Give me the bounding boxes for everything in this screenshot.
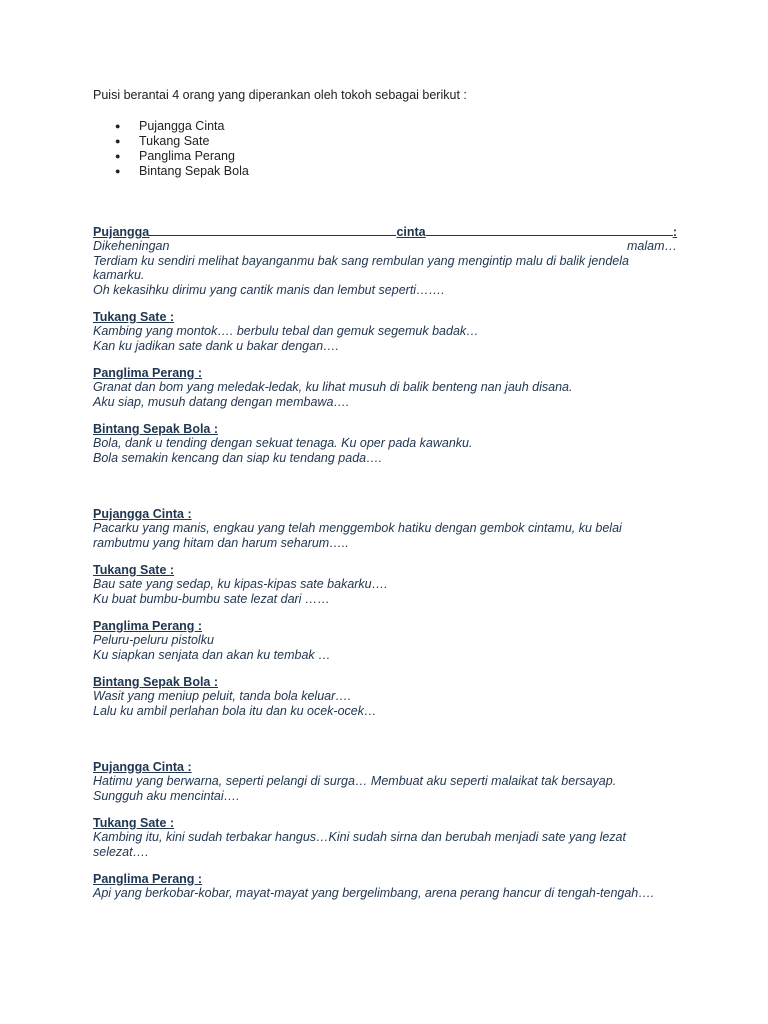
speaker-heading: Panglima Perang :: [93, 872, 203, 886]
verse-block: [93, 422, 677, 465]
speaker-heading: Bintang Sepak Bola :: [93, 422, 219, 436]
verse-block: [93, 225, 677, 297]
verse-line: Kan ku jadikan sate dank u bakar dengan….: [93, 338, 340, 353]
bullet-icon: ●: [115, 136, 121, 146]
intro-text: Puisi berantai 4 orang yang diperankan oleh tokoh sebagai berikut :: [93, 88, 467, 102]
bullet-icon: ●: [115, 166, 121, 176]
verse-block: [93, 563, 677, 606]
verse-line: Dikeheningan malam…: [93, 239, 677, 253]
verse-line: Sungguh aku mencintai….: [93, 788, 240, 803]
bullet-icon: ●: [115, 121, 121, 131]
verse-line: Oh kekasihku dirimu yang cantik manis dan lembut seperti…….: [93, 282, 445, 297]
verse-line: Lalu ku ambil perlahan bola itu dan ku ocek-ocek…: [93, 703, 377, 718]
speaker-heading: Bintang Sepak Bola :: [93, 675, 219, 689]
verse-line: Ku buat bumbu-bumbu sate lezat dari ……: [93, 591, 330, 606]
verse-block: [93, 366, 677, 409]
cast-item: ● Tukang Sate: [115, 134, 210, 148]
verse-line: Kambing yang montok…. berbulu tebal dan gemuk segemuk badak…: [93, 324, 479, 338]
verse-line: Ku siapkan senjata dan akan ku tembak …: [93, 647, 331, 662]
speaker-heading: Panglima Perang :: [93, 619, 203, 633]
document-page: [93, 87, 677, 914]
verse-line: Hatimu yang berwarna, seperti pelangi di surga… Membuat aku seperti malaikat tak bersayap.: [93, 774, 617, 788]
verse-block: [93, 872, 677, 901]
speaker-heading: Pujangga Cinta :: [93, 507, 192, 521]
cast-item: ● Bintang Sepak Bola: [115, 164, 249, 178]
verse-block: [93, 619, 677, 662]
verse-line: Aku siap, musuh datang dengan membawa….: [93, 394, 350, 409]
verse-line: Pacarku yang manis, engkau yang telah menggembok hatiku dengan gembok cintamu, ku belai rambutmu yang hitam dan harum seharum…..: [93, 521, 622, 550]
verse-line: Terdiam ku sendiri melihat bayanganmu bak sang rembulan yang mengintip malu di balik jendela kamarku.: [93, 253, 629, 282]
verse-line: Bola semakin kencang dan siap ku tendang pada….: [93, 450, 383, 465]
verse-line: Bau sate yang sedap, ku kipas-kipas sate bakarku….: [93, 577, 388, 591]
verse-line: Wasit yang meniup peluit, tanda bola keluar….: [93, 689, 352, 703]
verse-line: Kambing itu, kini sudah terbakar hangus…Kini sudah sirna dan berubah menjadi sate yang lezat selezat….: [93, 830, 626, 859]
cast-item: ● Panglima Perang: [115, 149, 235, 163]
verse-block: [93, 760, 677, 803]
verse-line: Peluru-peluru pistolku: [93, 633, 214, 647]
verse-block: [93, 675, 677, 718]
bullet-icon: ●: [115, 151, 121, 161]
speaker-heading: Pujangga cinta :: [93, 225, 677, 239]
cast-item: ● Pujangga Cinta: [115, 119, 225, 133]
verse-line: Api yang berkobar-kobar, mayat-mayat yang bergelimbang, arena perang hancur di tengah-tengah….: [93, 886, 655, 900]
cast-list: [93, 119, 677, 179]
speaker-heading: Panglima Perang :: [93, 366, 203, 380]
verse-line: Bola, dank u tending dengan sekuat tenaga. Ku oper pada kawanku.: [93, 436, 473, 450]
speaker-heading: Pujangga Cinta :: [93, 760, 192, 774]
speaker-heading: Tukang Sate :: [93, 310, 175, 324]
verse-block: [93, 507, 677, 550]
speaker-heading: Tukang Sate :: [93, 563, 175, 577]
speaker-heading: Tukang Sate :: [93, 816, 175, 830]
verse-block: [93, 816, 677, 859]
verse-line: Granat dan bom yang meledak-ledak, ku lihat musuh di balik benteng nan jauh disana.: [93, 380, 573, 394]
verse-block: [93, 310, 677, 353]
